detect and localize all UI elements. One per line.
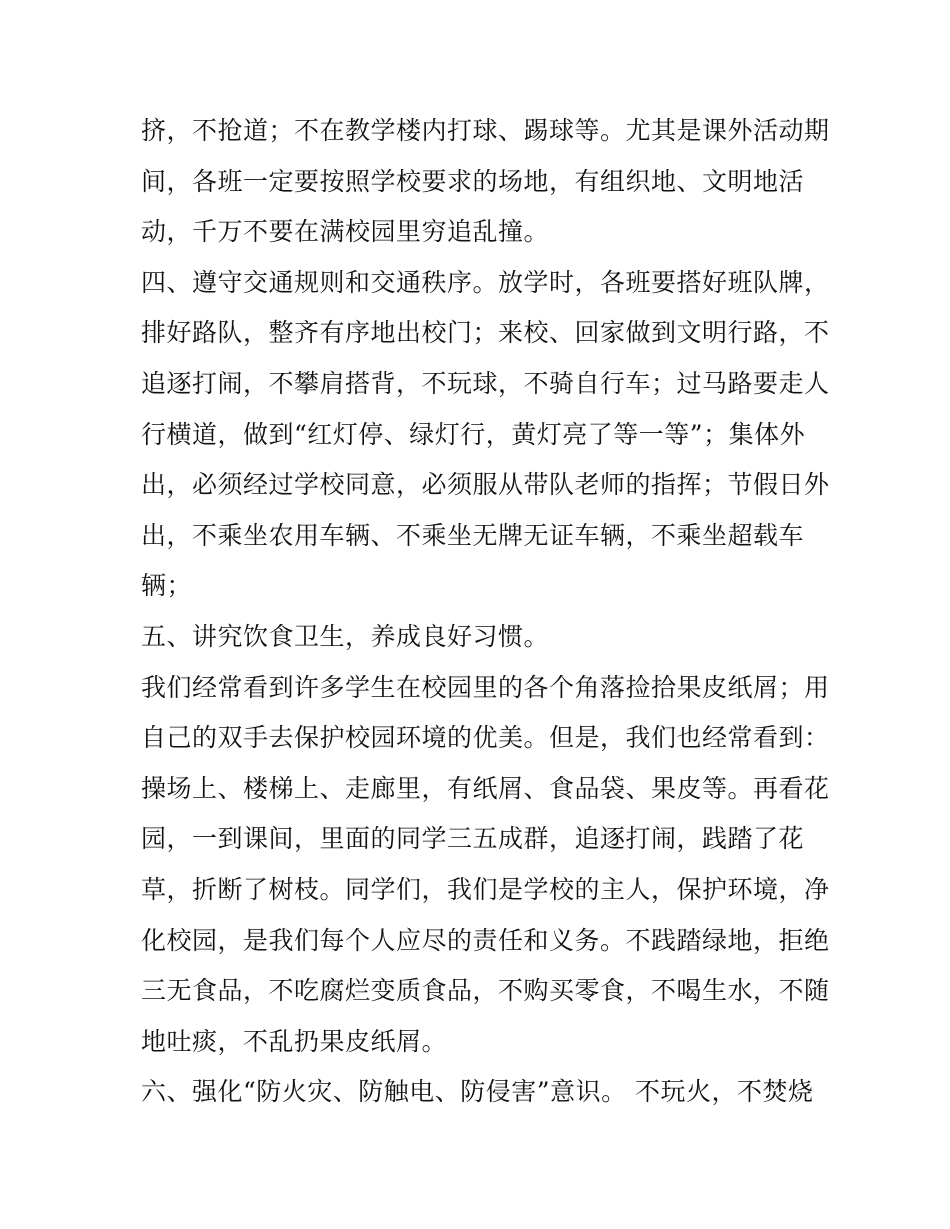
document-body-text [141,106,830,1118]
text-line: 我们经常看到许多学生在校园里的各个角落捡拾果皮纸屑；用 [141,672,830,702]
text-line: 五、讲究饮食卫生，养成良好习惯。 [141,621,550,651]
text-line: 排好路队，整齐有序地出校门；来校、回家做到文明行路，不 [141,318,830,348]
text-line: 地吐痰，不乱扔果皮纸屑。 [141,1026,448,1056]
text-line: 间，各班一定要按照学校要求的场地，有组织地、文明地活 [141,166,805,196]
text-line: 操场上、楼梯上、走廊里，有纸屑、食品袋、果皮等。再看花 [141,773,830,803]
text-line: 草，折断了树枝。同学们，我们是学校的主人，保护环境，净 [141,874,830,904]
text-line: 行横道，做到“红灯停、绿灯行，黄灯亮了等一等”；集体外 [141,419,806,449]
text-line: 自己的双手去保护校园环境的优美。但是，我们也经常看到： [141,723,830,753]
text-line: 追逐打闹，不攀肩搭背，不玩球，不骑自行车；过马路要走人 [141,368,830,398]
text-line: 园，一到课间，里面的同学三五成群，追逐打闹，践踏了花 [141,824,805,854]
text-line: 化校园，是我们每个人应尽的责任和义务。不践踏绿地，拒绝 [141,925,830,955]
text-line: 挤，不抢道；不在教学楼内打球、踢球等。尤其是课外活动期 [141,116,830,145]
text-line: 出，必须经过学校同意，必须服从带队老师的指挥；节假日外 [141,470,830,500]
text-line: 三无食品，不吃腐烂变质食品，不购买零食，不喝生水，不随 [141,976,830,1006]
text-line: 六、强化“防火灾、防触电、防侵害”意识。 不玩火，不焚烧 [141,1077,814,1107]
text-line: 动，千万不要在满校园里穷追乱撞。 [141,217,550,247]
text-line: 四、遵守交通规则和交通秩序。放学时，各班要搭好班队牌， [141,267,830,297]
text-line: 出，不乘坐农用车辆、不乘坐无牌无证车辆，不乘坐超载车 [141,520,805,550]
text-line: 辆； [141,571,193,601]
